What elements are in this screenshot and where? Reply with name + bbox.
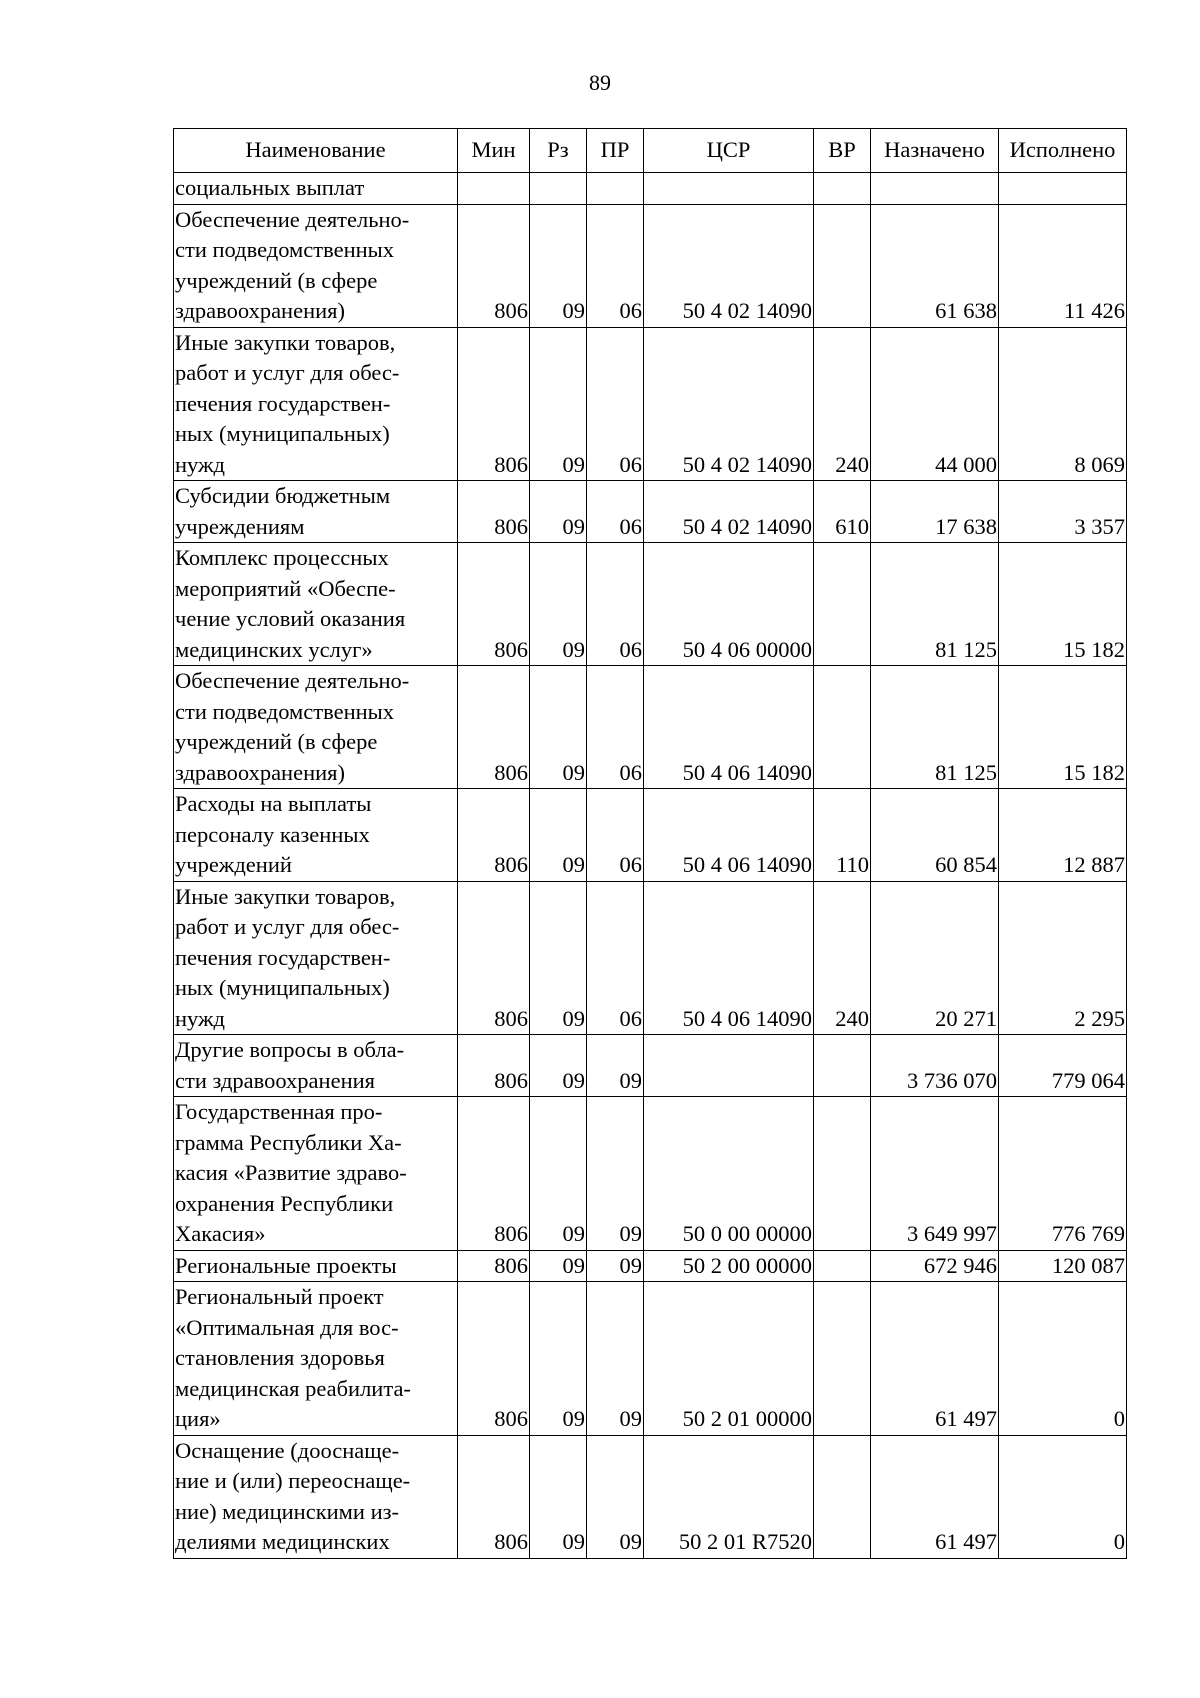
cell-vr [814, 1282, 871, 1436]
cell-executed: 2 295 [999, 881, 1127, 1035]
cell-csr: 50 4 02 14090 [644, 204, 814, 327]
cell-rz: 09 [530, 543, 587, 666]
cell-executed [999, 173, 1127, 205]
cell-min: 806 [458, 1097, 530, 1251]
cell-rz: 09 [530, 481, 587, 543]
cell-name: Субсидии бюджетным учреждениям [174, 481, 458, 543]
page-number: 89 [589, 70, 611, 95]
budget-table [173, 128, 1127, 1559]
cell-csr: 50 4 06 00000 [644, 543, 814, 666]
cell-rz: 09 [530, 881, 587, 1035]
table-row [174, 481, 1127, 543]
cell-pr: 06 [587, 789, 644, 882]
cell-vr [814, 543, 871, 666]
cell-min: 806 [458, 204, 530, 327]
cell-vr: 610 [814, 481, 871, 543]
cell-assigned: 61 497 [871, 1282, 999, 1436]
cell-assigned: 17 638 [871, 481, 999, 543]
cell-csr [644, 173, 814, 205]
cell-csr: 50 2 01 00000 [644, 1282, 814, 1436]
cell-min: 806 [458, 666, 530, 789]
cell-name: Региональные проекты [174, 1250, 458, 1282]
cell-executed: 776 769 [999, 1097, 1127, 1251]
cell-rz: 09 [530, 1435, 587, 1558]
cell-rz: 09 [530, 327, 587, 481]
cell-rz: 09 [530, 1097, 587, 1251]
header-vr: ВР [814, 129, 871, 173]
cell-executed: 15 182 [999, 543, 1127, 666]
header-name: Наименование [174, 129, 458, 173]
cell-pr: 09 [587, 1097, 644, 1251]
cell-name: Иные закупки товаров, работ и услуг для обес- печения государствен- ных (муниципальных) нужд [174, 327, 458, 481]
cell-executed: 0 [999, 1435, 1127, 1558]
cell-min: 806 [458, 481, 530, 543]
cell-name: Расходы на выплаты персоналу казенных учреждений [174, 789, 458, 882]
cell-pr: 06 [587, 666, 644, 789]
cell-executed: 11 426 [999, 204, 1127, 327]
header-row [174, 129, 1127, 173]
cell-csr: 50 0 00 00000 [644, 1097, 814, 1251]
cell-min [458, 173, 530, 205]
cell-executed: 3 357 [999, 481, 1127, 543]
cell-executed: 779 064 [999, 1035, 1127, 1097]
cell-pr: 06 [587, 327, 644, 481]
cell-assigned: 3 649 997 [871, 1097, 999, 1251]
cell-assigned: 81 125 [871, 543, 999, 666]
table-row [174, 666, 1127, 789]
cell-vr [814, 204, 871, 327]
cell-rz [530, 173, 587, 205]
header-rz: Рз [530, 129, 587, 173]
table-row [174, 1250, 1127, 1282]
cell-vr [814, 1097, 871, 1251]
header-csr: ЦСР [644, 129, 814, 173]
cell-assigned: 81 125 [871, 666, 999, 789]
header-executed: Исполнено [999, 129, 1127, 173]
cell-assigned [871, 173, 999, 205]
cell-name: Оснащение (дооснаще- ние и (или) переоснаще- ние) медицинскими из- делиями медицинских [174, 1435, 458, 1558]
cell-min: 806 [458, 327, 530, 481]
cell-rz: 09 [530, 789, 587, 882]
cell-vr [814, 1035, 871, 1097]
cell-min: 806 [458, 1282, 530, 1436]
table-row [174, 543, 1127, 666]
cell-name: Иные закупки товаров, работ и услуг для обес- печения государствен- ных (муниципальных) нужд [174, 881, 458, 1035]
cell-pr: 06 [587, 543, 644, 666]
table-row [174, 1097, 1127, 1251]
cell-csr: 50 4 02 14090 [644, 327, 814, 481]
cell-min: 806 [458, 1435, 530, 1558]
cell-min: 806 [458, 789, 530, 882]
cell-assigned: 44 000 [871, 327, 999, 481]
table-row [174, 1035, 1127, 1097]
cell-min: 806 [458, 1250, 530, 1282]
header-assigned: Назначено [871, 129, 999, 173]
table-row [174, 1435, 1127, 1558]
cell-vr [814, 173, 871, 205]
header-pr: ПР [587, 129, 644, 173]
cell-executed: 15 182 [999, 666, 1127, 789]
table-row [174, 881, 1127, 1035]
cell-executed: 120 087 [999, 1250, 1127, 1282]
cell-assigned: 3 736 070 [871, 1035, 999, 1097]
cell-assigned: 61 638 [871, 204, 999, 327]
table-row [174, 173, 1127, 205]
cell-vr [814, 666, 871, 789]
table-row [174, 1282, 1127, 1436]
cell-name: Обеспечение деятельно- сти подведомственных учреждений (в сфере здравоохранения) [174, 666, 458, 789]
cell-csr: 50 4 06 14090 [644, 881, 814, 1035]
cell-rz: 09 [530, 1035, 587, 1097]
cell-pr: 06 [587, 881, 644, 1035]
cell-csr [644, 1035, 814, 1097]
cell-csr: 50 4 06 14090 [644, 789, 814, 882]
cell-executed: 8 069 [999, 327, 1127, 481]
cell-name: Региональный проект «Оптимальная для вос- становления здоровья медицинская реабилита- ция» [174, 1282, 458, 1436]
cell-min: 806 [458, 1035, 530, 1097]
cell-pr [587, 173, 644, 205]
cell-rz: 09 [530, 204, 587, 327]
cell-vr [814, 1435, 871, 1558]
cell-csr: 50 2 01 R7520 [644, 1435, 814, 1558]
cell-min: 806 [458, 543, 530, 666]
table-row [174, 327, 1127, 481]
table-row [174, 789, 1127, 882]
cell-vr [814, 1250, 871, 1282]
cell-min: 806 [458, 881, 530, 1035]
cell-executed: 0 [999, 1282, 1127, 1436]
table-row [174, 204, 1127, 327]
cell-assigned: 672 946 [871, 1250, 999, 1282]
cell-pr: 09 [587, 1282, 644, 1436]
cell-pr: 09 [587, 1435, 644, 1558]
cell-csr: 50 4 02 14090 [644, 481, 814, 543]
cell-csr: 50 2 00 00000 [644, 1250, 814, 1282]
cell-csr: 50 4 06 14090 [644, 666, 814, 789]
header-min: Мин [458, 129, 530, 173]
cell-vr: 240 [814, 327, 871, 481]
cell-pr: 06 [587, 481, 644, 543]
cell-name: Обеспечение деятельно- сти подведомственных учреждений (в сфере здравоохранения) [174, 204, 458, 327]
cell-name: Государственная про- грамма Республики Ха- касия «Развитие здраво- охранения Республики Хакасия» [174, 1097, 458, 1251]
cell-pr: 09 [587, 1035, 644, 1097]
cell-assigned: 60 854 [871, 789, 999, 882]
cell-pr: 09 [587, 1250, 644, 1282]
cell-rz: 09 [530, 1282, 587, 1436]
cell-vr: 110 [814, 789, 871, 882]
cell-name: Другие вопросы в обла- сти здравоохранения [174, 1035, 458, 1097]
cell-rz: 09 [530, 666, 587, 789]
cell-executed: 12 887 [999, 789, 1127, 882]
cell-rz: 09 [530, 1250, 587, 1282]
cell-assigned: 20 271 [871, 881, 999, 1035]
cell-pr: 06 [587, 204, 644, 327]
cell-vr: 240 [814, 881, 871, 1035]
cell-name: социальных выплат [174, 173, 458, 205]
cell-assigned: 61 497 [871, 1435, 999, 1558]
cell-name: Комплекс процессных мероприятий «Обеспе- чение условий оказания медицинских услуг» [174, 543, 458, 666]
